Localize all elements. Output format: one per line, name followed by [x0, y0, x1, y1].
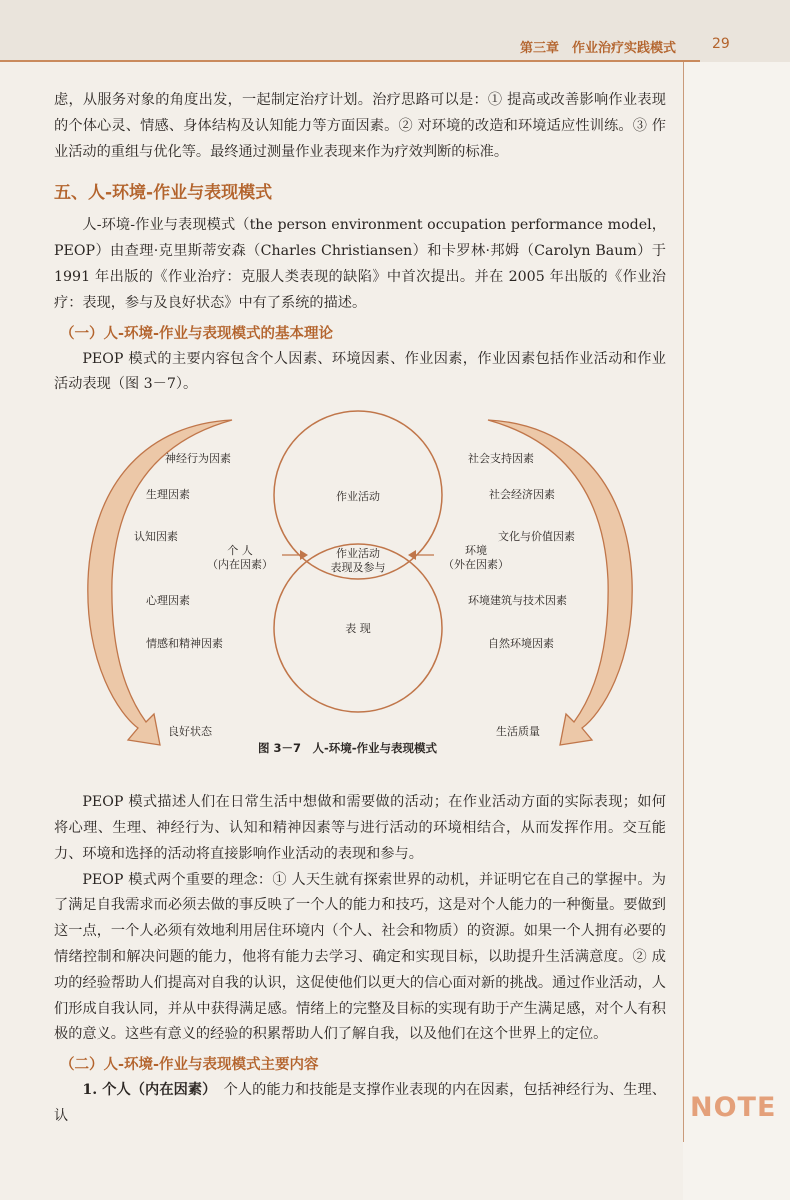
subsection-heading-1: （一）人-环境-作业与表现模式的基本理论	[60, 325, 334, 342]
paragraph-peop-description: PEOP 模式描述人们在日常生活中想做和需要做的活动；在作业活动方面的实际表现；如何将心理、生理、神经行为、认知和精神因素等与进行活动的环境相结合，从而发挥作用。交互能力、环境和选择的活动将直接影响作业活动的表现和参与。	[54, 794, 666, 862]
label-physiological: 生理因素	[146, 488, 190, 502]
label-cognitive: 认知因素	[134, 530, 178, 544]
label-wellbeing: 良好状态	[168, 725, 212, 739]
label-overlap-occupation: 作业活动	[336, 547, 380, 561]
label-environment-extrinsic: （外在因素）	[443, 558, 509, 572]
note-label: NOTE	[690, 1092, 777, 1123]
label-overlap-performance: 表现及参与	[330, 561, 386, 575]
person-factors-text: 个人的能力和技能是支撑作业表现的内在因素，包括神经行为、生理、认	[54, 1082, 666, 1124]
label-socioeconomic: 社会经济因素	[489, 488, 555, 502]
label-occupation: 作业活动	[336, 490, 380, 504]
figure-caption: 图 3－7 人-环境-作业与表现模式	[258, 741, 438, 756]
label-emotional-spiritual: 情感和精神因素	[146, 637, 223, 651]
label-environment: 环境	[465, 544, 487, 558]
page-body	[54, 88, 666, 1130]
label-quality-of-life: 生活质量	[496, 725, 540, 739]
label-person-intrinsic: （内在因素）	[207, 558, 273, 572]
paragraph-peop-content: PEOP 模式的主要内容包含个人因素、环境因素、作业因素，作业因素包括作业活动和作业活动表现（图 3－7）。	[54, 350, 666, 393]
label-neurobehavioral: 神经行为因素	[165, 452, 231, 466]
running-head-chapter: 第三章 作业治疗实践模式	[520, 41, 677, 56]
left-crescent-arrow	[88, 420, 232, 745]
label-performance: 表 现	[345, 622, 371, 636]
right-crescent-arrow	[488, 420, 632, 745]
label-culture-values: 文化与价值因素	[498, 530, 575, 544]
label-natural-environment: 自然环境因素	[488, 637, 554, 651]
subsection-heading-2: （二）人-环境-作业与表现模式主要内容	[60, 1057, 319, 1074]
figure-drawing	[0, 410, 690, 770]
header-rule	[0, 60, 700, 62]
paragraph-peop-concepts: PEOP 模式两个重要的理念：① 人天生就有探索世界的动机，并证明它在自己的掌握中。为了满足自我需求而必须去做的事反映了一个人的能力和技巧，这是对个人能力的一种衡量。要做到这一点，一个人必须有效地利用居住环境内（个人、社会和物质）的资源。如果一个人拥有必要的情绪控制和解决问题的能力，他将有能力去学习、确定和实现目标，以助提升生活满意度。② 成功的经验帮助人们提高对自我的认识，这促使他们以更大的信心面对新的挑战。通过作业活动，人们形成自我认同，并从中获得满足感。情绪上的完整及目标的实现有助于产生满足感，对个人有积极的意义。这些有意义的经验的积累帮助人们了解自我，以及他们在这个世界上的定位。	[54, 871, 666, 1043]
section-heading: 五、人-环境-作业与表现模式	[54, 183, 273, 204]
label-built-environment: 环境建筑与技术因素	[468, 594, 567, 608]
label-psychological: 心理因素	[146, 594, 190, 608]
person-factors-lead: 1. 个人（内在因素）	[82, 1082, 210, 1099]
figure-peop-model	[0, 410, 690, 790]
paragraph-intro: 人-环境-作业与表现模式（the person environment occupation performance model，PEOP）由查理·克里斯蒂安森（Charles Christiansen）和卡罗林·邦姆（Carolyn Baum）于 1991 年出版的《作业治疗：克服人类表现的缺陷》中首次提出。并在 2005 年出版的《作业治疗：表现，参与及良好状态》中有了系统的描述。	[54, 217, 666, 311]
paragraph-continued: 虑，从服务对象的角度出发，一起制定治疗计划。治疗思路可以是：① 提高或改善影响作业表现的个体心灵、情感、身体结构及认知能力等方面因素。② 对环境的改造和环境适应性训练。③ 作业活动的重组与优化等。最终通过测量作业表现来作为疗效判断的标准。	[54, 92, 666, 160]
page-number: 29	[712, 36, 730, 52]
note-margin	[683, 62, 790, 1200]
label-social-support: 社会支持因素	[468, 452, 534, 466]
label-person: 个 人	[227, 544, 253, 558]
paragraph-person-factors	[54, 1078, 666, 1130]
